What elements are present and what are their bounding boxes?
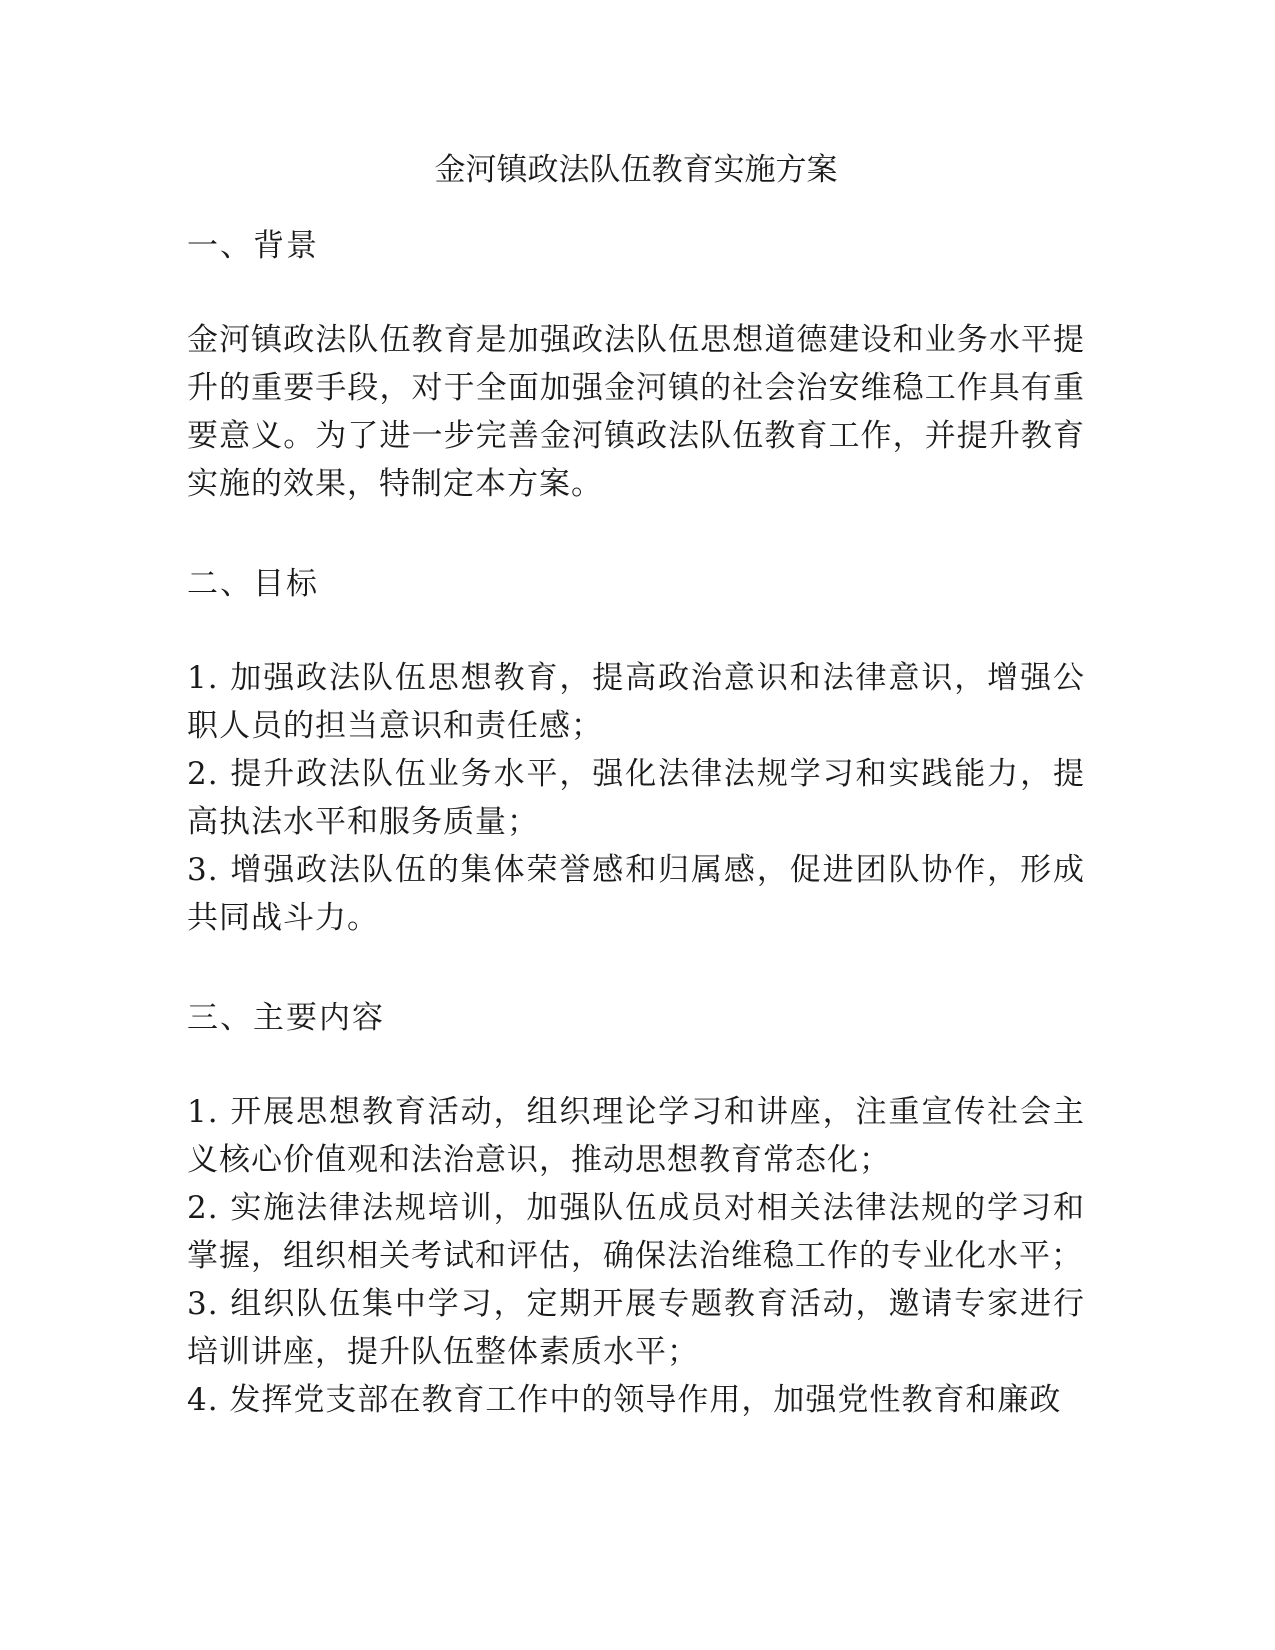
- list-item: 4. 发挥党支部在教育工作中的领导作用，加强党性教育和廉政: [187, 1382, 1062, 1418]
- spacer: [187, 942, 1085, 992]
- spacer: [187, 508, 1085, 558]
- list-item: 3. 组织队伍集中学习，定期开展专题教育活动，邀请专家进行培训讲座，提升队伍整体素质水平；: [187, 1286, 1085, 1370]
- list-item: 3. 增强政法队伍的集体荣誉感和归属感，促进团队协作，形成共同战斗力。: [187, 852, 1085, 936]
- section-heading-background: 一、背景: [187, 228, 319, 264]
- document-body: [187, 144, 1085, 1424]
- list-item: 1. 加强政法队伍思想教育，提高政治意识和法律意识，增强公职人员的担当意识和责任感；: [187, 660, 1085, 744]
- goals-list: [187, 654, 1085, 942]
- list-item: 2. 提升政法队伍业务水平，强化法律法规学习和实践能力，提高执法水平和服务质量；: [187, 756, 1085, 840]
- spacer: [187, 1044, 1085, 1088]
- background-paragraph: 金河镇政法队伍教育是加强政法队伍思想道德建设和业务水平提升的重要手段，对于全面加强金河镇的社会治安维稳工作具有重要意义。为了进一步完善金河镇政法队伍教育工作，并提升教育实施的效果，特制定本方案。: [187, 322, 1085, 502]
- document-title: 金河镇政法队伍教育实施方案: [434, 152, 838, 188]
- spacer: [187, 272, 1085, 316]
- section-heading-goals: 二、目标: [187, 566, 319, 602]
- section-heading-main-content: 三、主要内容: [187, 1000, 385, 1036]
- list-item: 1. 开展思想教育活动，组织理论学习和讲座，注重宣传社会主义核心价值观和法治意识，推动思想教育常态化；: [187, 1094, 1085, 1178]
- list-item: 2. 实施法律法规培训，加强队伍成员对相关法律法规的学习和掌握，组织相关考试和评估，确保法治维稳工作的专业化水平；: [187, 1190, 1085, 1274]
- spacer: [187, 610, 1085, 654]
- main-content-list: [187, 1088, 1085, 1424]
